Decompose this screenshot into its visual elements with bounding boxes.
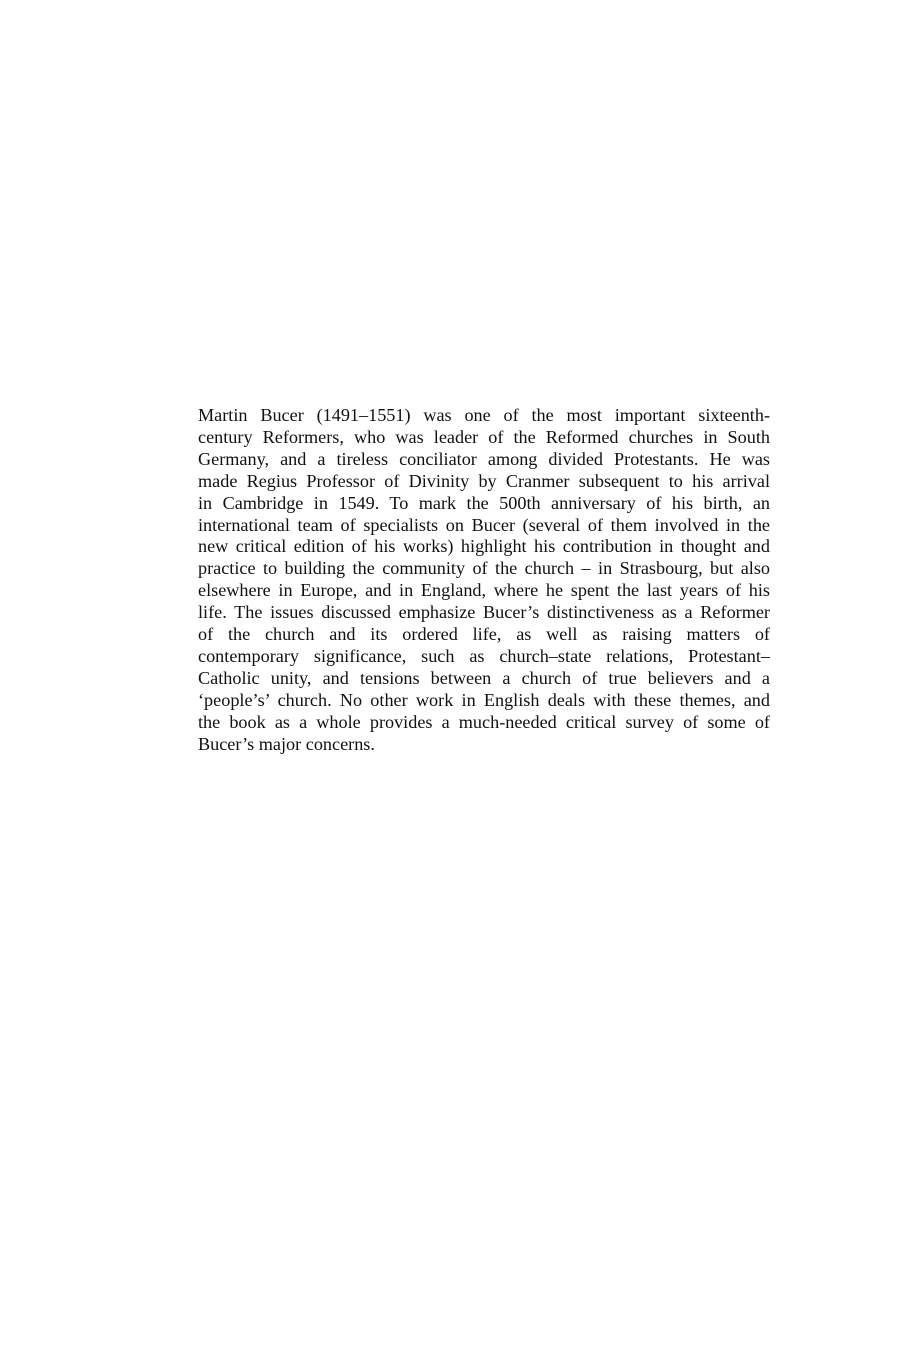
description-line: century Reformers, who was leader of the Reformed churches in South (198, 426, 770, 447)
description-line: in Cambridge in 1549. To mark the 500th anniversary of his birth, an (198, 492, 770, 513)
description-line: life. The issues discussed emphasize Bucer’s distinctiveness as a Reformer (198, 602, 770, 623)
description-line: ‘people’s’ church. No other work in English deals with these themes, and (198, 689, 770, 710)
description-line: the book as a whole provides a much-needed critical survey of some of (198, 711, 770, 732)
description-line: contemporary significance, such as church–state relations, Protestant– (198, 645, 770, 666)
description-line: Martin Bucer (1491–1551) was one of the most important sixteenth- (198, 405, 770, 425)
description-line: practice to building the community of the church – in Strasbourg, but also (198, 558, 770, 579)
description-line: new critical edition of his works) highlight his contribution in thought and (198, 536, 770, 557)
description-line: Catholic unity, and tensions between a church of true believers and a (198, 667, 770, 688)
description-line: Bucer’s major concerns. (198, 733, 375, 754)
description-line: made Regius Professor of Divinity by Cranmer subsequent to his arrival (198, 470, 770, 491)
description-line: Germany, and a tireless conciliator among divided Protestants. He was (198, 448, 770, 469)
description-line: international team of specialists on Bucer (several of them involved in the (198, 514, 770, 535)
description-line: elsewhere in Europe, and in England, where he spent the last years of his (198, 580, 770, 601)
description-line: of the church and its ordered life, as well as raising matters of (198, 624, 770, 645)
book-description (198, 405, 770, 756)
